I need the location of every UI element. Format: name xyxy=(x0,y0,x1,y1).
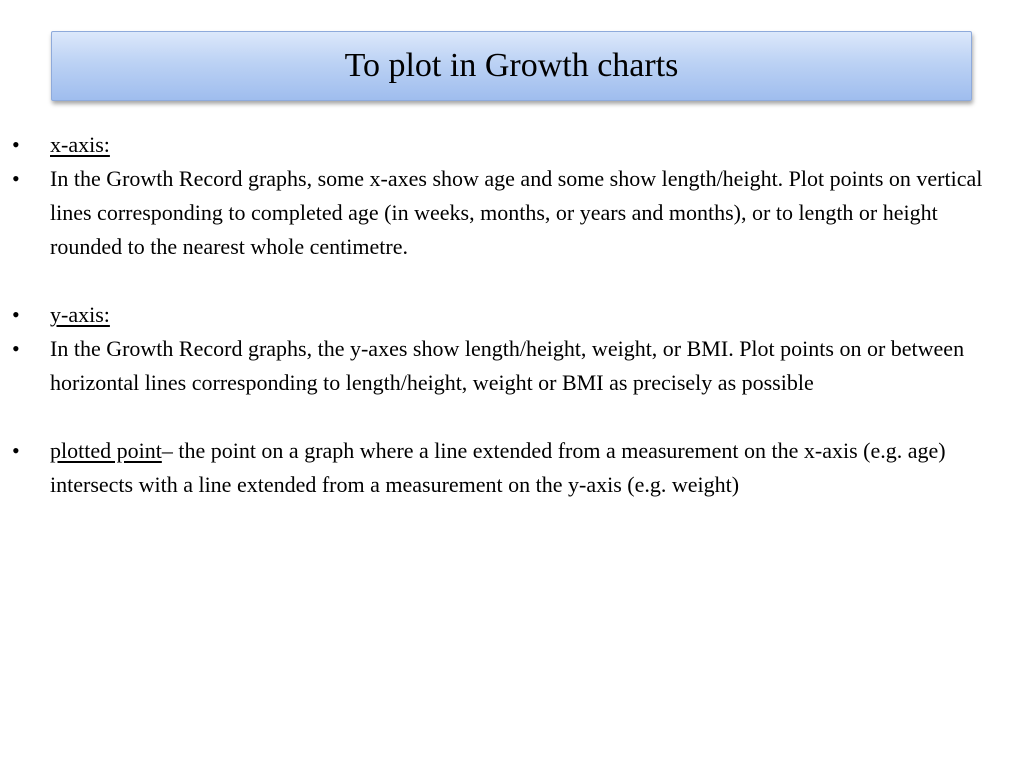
bullet-glyph: • xyxy=(12,336,20,361)
bullet-glyph: • xyxy=(12,302,20,327)
x-axis-description: In the Growth Record graphs, some x-axes show age and some show length/height. Plot points on vertical lines corresponding to completed age (in weeks, months, or years and months), or to length or height rounded to the nearest whole centimetre. xyxy=(50,166,983,259)
plotted-point-definition: – the point on a graph where a line extended from a measurement on the x-axis (e.g. age) intersects with a line extended from a measurement on the y-axis (e.g. weight) xyxy=(50,438,946,497)
bullet-y-axis-heading xyxy=(10,298,1014,332)
bullet-glyph: • xyxy=(12,438,20,463)
x-axis-label: x-axis: xyxy=(50,132,110,157)
bullet-plotted-point xyxy=(10,434,1014,502)
bullet-y-axis-description xyxy=(10,332,1014,400)
bullet-body xyxy=(50,298,1014,332)
bullet-list xyxy=(10,128,1014,502)
bullet-glyph: • xyxy=(12,166,20,191)
bullet-body xyxy=(50,128,1014,162)
title-banner xyxy=(51,31,972,101)
plotted-point-term: plotted point xyxy=(50,438,162,463)
bullet-x-axis-description xyxy=(10,162,1014,264)
bullet-x-axis-heading xyxy=(10,128,1014,162)
bullet-body xyxy=(50,434,1014,502)
slide-title: To plot in Growth charts xyxy=(344,47,679,84)
y-axis-label: y-axis: xyxy=(50,302,110,327)
bullet-glyph: • xyxy=(12,132,20,157)
y-axis-description: In the Growth Record graphs, the y-axes show length/height, weight, or BMI. Plot points on or between horizontal lines corresponding to length/height, weight or BMI as precisely as possible xyxy=(50,336,965,395)
